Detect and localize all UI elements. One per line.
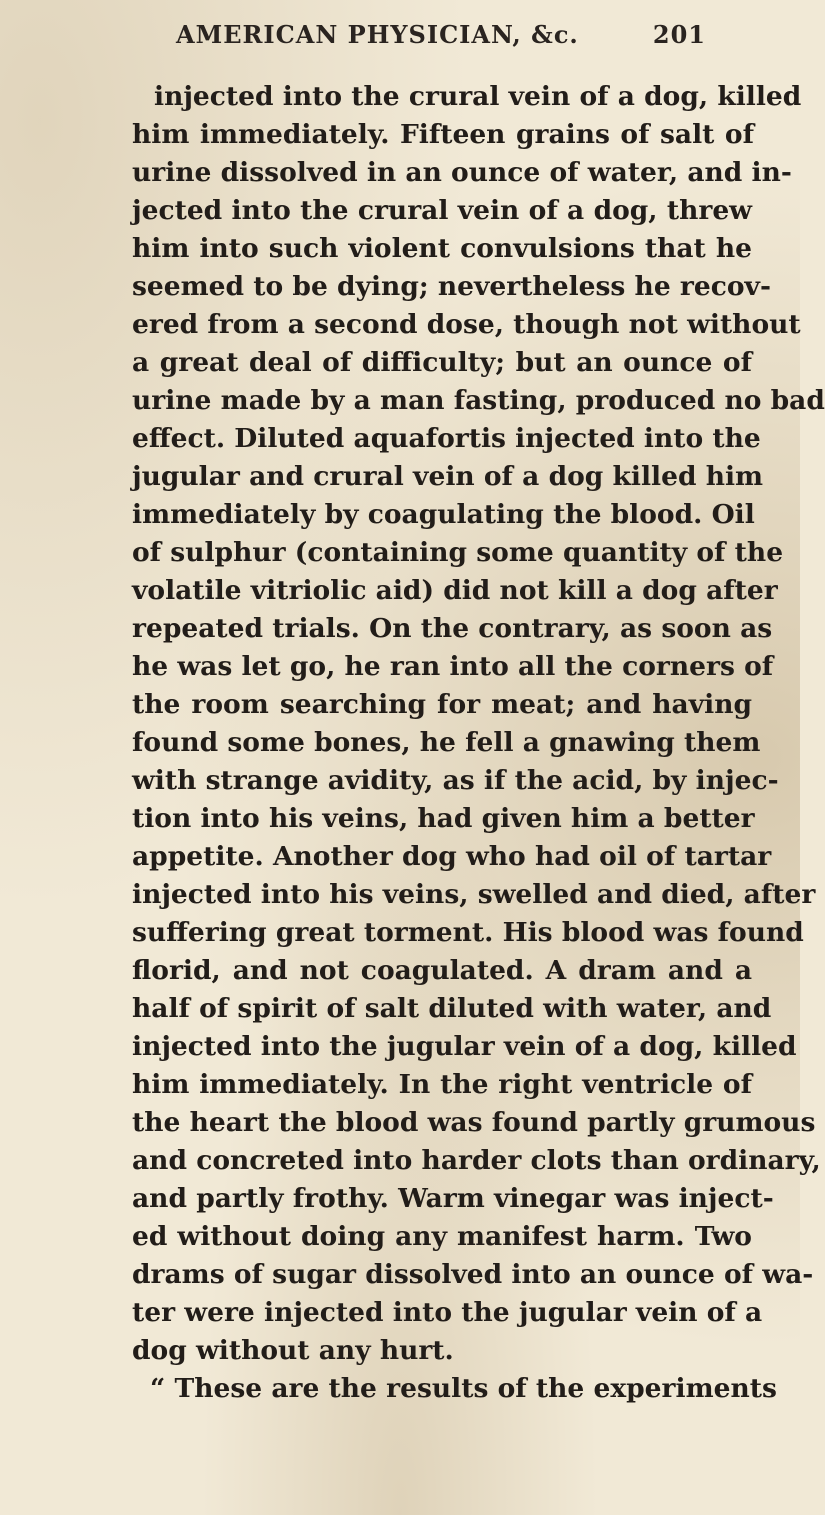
text-line: of sulphur (containing some quantity of the bbox=[132, 537, 784, 568]
text-line: dog without any hurt. bbox=[132, 1335, 454, 1366]
text-line: the heart the blood was found partly grumous bbox=[132, 1107, 816, 1138]
text-line: him immediately. In the right ventricle of bbox=[132, 1069, 752, 1100]
text-line: tion into his veins, had given him a better bbox=[132, 803, 755, 834]
text-line: him immediately. Fifteen grains of salt of bbox=[132, 119, 754, 150]
text-line: repeated trials. On the contrary, as soon as bbox=[132, 613, 773, 644]
text-line: the room searching for meat; and having bbox=[132, 689, 752, 720]
text-line: urine made by a man fasting, produced no bad bbox=[132, 385, 825, 416]
text-line: ter were injected into the jugular vein of a bbox=[132, 1297, 763, 1328]
text-line: volatile vitriolic aid) did not kill a dog after bbox=[132, 575, 778, 606]
text-line: immediately by coagulating the blood. Oil bbox=[132, 499, 755, 530]
text-line: half of spirit of salt diluted with water, and bbox=[132, 993, 772, 1024]
running-header bbox=[176, 20, 706, 60]
page-number: 201 bbox=[652, 20, 706, 49]
text-line: effect. Diluted aquafortis injected into the bbox=[132, 423, 761, 454]
text-line: florid, and not coagulated. A dram and a bbox=[132, 955, 752, 986]
text-line: with strange avidity, as if the acid, by injec- bbox=[132, 765, 779, 796]
text-line: and concreted into harder clots than ordinary, bbox=[132, 1145, 821, 1176]
text-line: him into such violent convulsions that he bbox=[132, 233, 752, 264]
text-line: a great deal of difficulty; but an ounce of bbox=[132, 347, 752, 378]
text-line: injected into his veins, swelled and died, after bbox=[132, 879, 816, 910]
text-line: drams of sugar dissolved into an ounce of wa- bbox=[132, 1259, 814, 1290]
text-line: suffering great torment. His blood was found bbox=[132, 917, 804, 948]
text-line: injected into the jugular vein of a dog, killed bbox=[132, 1031, 797, 1062]
text-line: jected into the crural vein of a dog, threw bbox=[132, 195, 752, 226]
text-line: jugular and crural vein of a dog killed him bbox=[132, 461, 764, 492]
text-line: urine dissolved in an ounce of water, and in- bbox=[132, 157, 792, 188]
text-line: ed without doing any manifest harm. Two bbox=[132, 1221, 752, 1252]
text-line: he was let go, he ran into all the corners of bbox=[132, 651, 774, 682]
running-title: AMERICAN PHYSICIAN, &c. bbox=[176, 20, 579, 49]
text-line: injected into the crural vein of a dog, killed bbox=[154, 81, 802, 112]
text-line: and partly frothy. Warm vinegar was inject- bbox=[132, 1183, 774, 1214]
text-line: appetite. Another dog who had oil of tartar bbox=[132, 841, 772, 872]
text-line: ered from a second dose, though not without bbox=[132, 309, 801, 340]
text-line: found some bones, he fell a gnawing them bbox=[132, 727, 761, 758]
text-line: seemed to be dying; nevertheless he recov- bbox=[132, 271, 771, 302]
text-line: “ These are the results of the experiments bbox=[150, 1373, 777, 1404]
